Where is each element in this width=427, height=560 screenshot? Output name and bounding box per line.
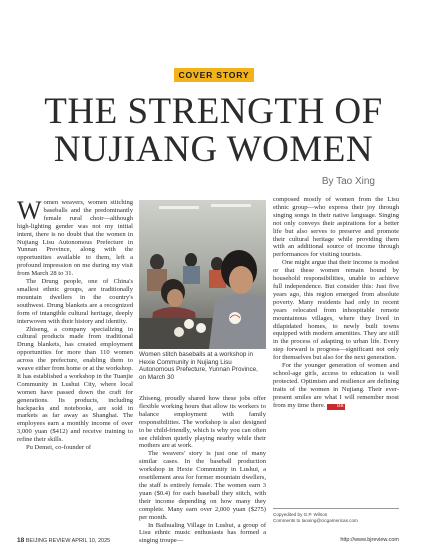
- comments-contact: Comments to taoxing@cicgamericas.com: [273, 518, 358, 523]
- page-footer-left: [17, 537, 110, 544]
- drop-cap: W: [17, 196, 42, 225]
- paragraph: For the younger generation of women and school-age girls, access to education is well protected. Optimism and resilience are defining traits of the women in Nujiang. Their ever-present smiles are what I will remember most from my time there. BR: [273, 362, 399, 409]
- article-column-3: [273, 196, 399, 410]
- article-column-2: [139, 395, 266, 545]
- page-number: 18: [17, 537, 25, 544]
- article-column-1: [17, 196, 133, 452]
- paragraph: composed mostly of women from the Lisu ethnic group—who express their joy through singing songs in their native language. Singing not only conveys their aspirations for a better life but also serves to preserve and promote their cultural heritage while providing them with an additional source of income through performances for visiting tourists.: [273, 196, 399, 259]
- paragraph: Pu Demei, co-founder of: [26, 444, 92, 452]
- end-mark: BR: [327, 404, 345, 410]
- paragraph: Women weavers, women stitching baseballs and the predominantly female rural choir—although high-lighting gender was not my initial intent, there is no doubt that the women in Nujiang Lisu Autonomous Prefecture in Yunnan Province, along with the opportunities available to them, left a profound impression on me during my visit from March 28 to 31.: [17, 196, 133, 278]
- credits-divider: [273, 508, 399, 509]
- paragraph: The weavers' story is just one of many similar cases. In the baseball production workshop in Hexie Community in Lushui, a resettlement area for former mountain dwellers, the staff is entirely female. The women earn 3 yuan ($0.4) for each baseball they stitch, with their income depending on how many they complete. Many earn over 2,000 yuan ($275) per month.: [139, 450, 266, 521]
- website-link[interactable]: http://www.bjreview.com: [340, 537, 399, 543]
- byline: By Tao Xing: [321, 176, 375, 187]
- headline-line-2: NUJIANG WOMEN: [53, 129, 374, 170]
- paragraph: In Baihualing Village in Lushui, a group of Lisu ethnic music enthusiasts has formed a singing troupe—: [139, 521, 266, 545]
- paragraph: The Drung people, one of China's smallest ethnic groups, are traditionally mountain dwellers in the country's southwest. Drung blankets are a recognized form of intangible cultural heritage, deeply interwoven with their history and identity.: [17, 278, 133, 325]
- section-tag: COVER STORY: [174, 68, 254, 82]
- paragraph: One might argue that their income is modest or that these women remain bound by household responsibilities, unable to achieve full independence. But consider this: Just five years ago, this region emerged from absolute poverty. Many residents had only in recent years relocated from inhospitable remote mountainous villages, where they lived in dilapidated homes, to newly built towns equipped with modern amenities. They are still in the process of adapting to urban life. Every step forward is progress—significant not only for themselves but also for the next generation.: [273, 259, 399, 362]
- headline-line-1: THE STRENGTH OF: [44, 91, 383, 132]
- article-photo: [139, 200, 266, 349]
- paragraph: Zhiseng, proudly shared how these jobs offer flexible working hours that allow its workers to balance employment with family responsibilities. The workshop is also designed to be child-friendly, which is why you can often see children quietly playing nearby while their mothers are at work.: [139, 395, 266, 450]
- photo-caption: Women stitch baseballs at a workshop in Hexie Community in Nujiang Lisu Autonomous Prefecture, Yunnan Province, on March 30: [139, 351, 258, 381]
- publication-name: BEIJING REVIEW APRIL 10, 2025: [25, 538, 111, 544]
- paragraph: Zhiseng, a company specializing in cultural products made from traditional Drung blankets, has created employment opportunities for more than 110 women across the prefecture, enabling them to weave either from home or at the workshop. It has established a workshop in the Tuanjie Community in Lushui City, where local women have passed down the craft for generations. Its products, including backpacks and notebooks, are sold in markets as far away as Shanghai. The employees earn a monthly income of over 3,000 yuan ($412) and receive training to refine their skills.: [17, 325, 133, 444]
- headline: [0, 93, 427, 169]
- copyeditor-credit: Copyedited by G.P. Wilson: [273, 512, 328, 517]
- credits: [273, 512, 399, 524]
